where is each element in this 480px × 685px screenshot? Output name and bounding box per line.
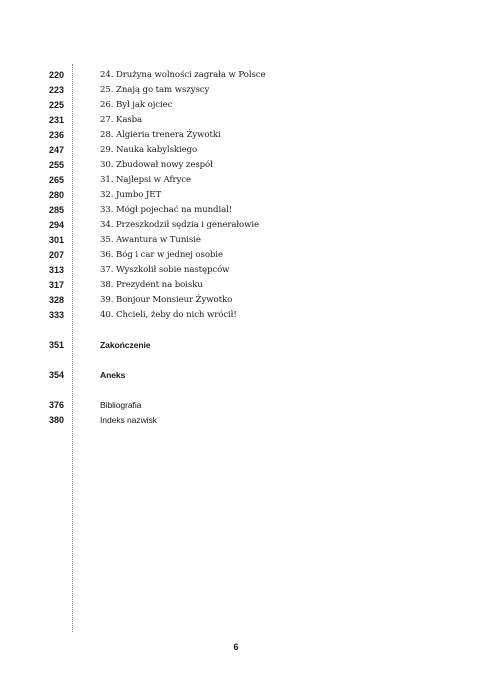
toc-entry [0, 218, 480, 233]
toc-title: 26. Był jak ojciec [100, 100, 173, 110]
toc-entry-annex [0, 368, 480, 383]
toc-entry [0, 203, 480, 218]
toc-page-number: 317 [48, 280, 64, 290]
toc-title: Aneks [100, 370, 126, 380]
toc-title: 34. Przeszkodził sędzia i generałowie [100, 220, 260, 230]
toc-title: 31. Najlepsi w Afryce [100, 175, 192, 185]
toc-title: Bibliografia [100, 400, 142, 410]
toc-page-number: 328 [48, 295, 64, 305]
toc-page-number: 223 [48, 85, 64, 95]
toc-entry [0, 128, 480, 143]
toc-page-number: 207 [48, 250, 64, 260]
toc-page-number: 285 [48, 205, 64, 215]
toc-title: 40. Chcieli, żeby do nich wrócił! [100, 310, 237, 320]
toc-entry [0, 113, 480, 128]
toc-page-number: 225 [48, 100, 64, 110]
toc-entry-conclusion [0, 338, 480, 353]
toc-entry [0, 143, 480, 158]
toc-page-number: 220 [48, 70, 64, 80]
toc-entry-index [0, 413, 480, 428]
toc-entry [0, 278, 480, 293]
toc-page-number: 380 [48, 415, 64, 425]
toc-title: 24. Drużyna wolności zagrała w Polsce [100, 70, 266, 80]
toc-title: 28. Algieria trenera Żywotki [100, 130, 221, 140]
toc-title: 27. Kasba [100, 115, 143, 125]
toc-title: Zakończenie [100, 340, 151, 350]
toc-entry [0, 293, 480, 308]
toc-page-number: 280 [48, 190, 64, 200]
toc-entry [0, 98, 480, 113]
toc-title: 30. Zbudował nowy zespół [100, 160, 213, 170]
toc-entry [0, 188, 480, 203]
toc-title: 29. Nauka kabylskiego [100, 145, 198, 155]
page-folio: 6 [233, 642, 239, 652]
toc-entry [0, 173, 480, 188]
toc-page-number: 255 [48, 160, 64, 170]
toc-title: Indeks nazwisk [100, 415, 157, 425]
toc-entry [0, 308, 480, 323]
toc-page-number: 294 [48, 220, 64, 230]
toc-title: 38. Prezydent na boisku [100, 280, 203, 290]
toc-entry [0, 248, 480, 263]
toc-page-number: 354 [48, 370, 64, 380]
toc-title: 35. Awantura w Tunisie [100, 235, 201, 245]
toc-entry [0, 68, 480, 83]
toc-entry-bibliography [0, 398, 480, 413]
toc-title: 33. Mógł pojechać na mundial! [100, 205, 233, 215]
toc-page-number: 333 [48, 310, 64, 320]
toc-title: 39. Bonjour Monsieur Żywotko [100, 295, 233, 305]
toc-page-number: 247 [48, 145, 64, 155]
toc-page-number: 313 [48, 265, 64, 275]
toc-page-number: 265 [48, 175, 64, 185]
toc-page-number: 301 [48, 235, 64, 245]
toc-title: 36. Bóg i car w jednej osobie [100, 250, 223, 260]
toc-title: 25. Znają go tam wszyscy [100, 85, 210, 95]
toc-page-number: 231 [48, 115, 64, 125]
toc-title: 32. Jumbo JET [100, 190, 162, 200]
toc-page-number: 376 [48, 400, 64, 410]
toc-entry [0, 158, 480, 173]
table-of-contents [0, 68, 480, 428]
toc-entry [0, 83, 480, 98]
toc-entry [0, 263, 480, 278]
toc-entry [0, 233, 480, 248]
toc-title: 37. Wyszkolił sobie następców [100, 265, 230, 275]
toc-page-number: 351 [48, 340, 64, 350]
toc-page-number: 236 [48, 130, 64, 140]
